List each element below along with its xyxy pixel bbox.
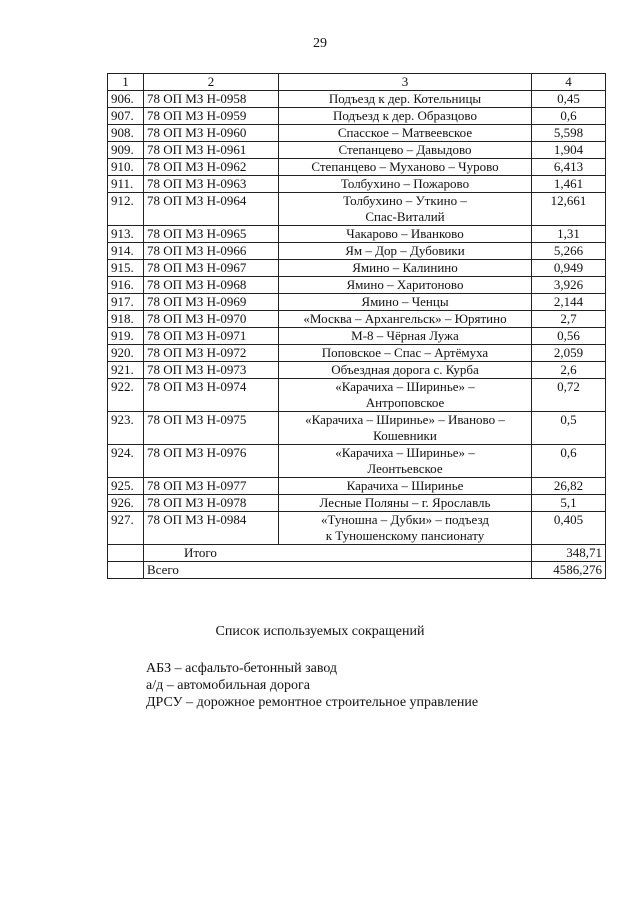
road-name: Ямино – Калинино xyxy=(279,260,532,277)
road-code: 78 ОП МЗ Н-0975 xyxy=(144,412,279,445)
page-number: 29 xyxy=(313,36,327,51)
column-header: 1 xyxy=(108,74,144,91)
road-code: 78 ОП МЗ Н-0970 xyxy=(144,311,279,328)
road-length: 0,6 xyxy=(532,108,606,125)
row-number: 917. xyxy=(108,294,144,311)
road-name: Карачиха – Ширинье xyxy=(279,478,532,495)
total-value: 348,71 xyxy=(532,545,606,562)
table-row xyxy=(108,445,606,478)
road-name: Объездная дорога с. Курба xyxy=(279,362,532,379)
table-row xyxy=(108,379,606,412)
total-label: Итого xyxy=(144,545,532,562)
row-number: 908. xyxy=(108,125,144,142)
row-number: 906. xyxy=(108,91,144,108)
road-code: 78 ОП МЗ Н-0968 xyxy=(144,277,279,294)
road-name: Ямино – Харитоново xyxy=(279,277,532,294)
table-row xyxy=(108,159,606,176)
road-code: 78 ОП МЗ Н-0971 xyxy=(144,328,279,345)
road-code: 78 ОП МЗ Н-0974 xyxy=(144,379,279,412)
road-code: 78 ОП МЗ Н-0963 xyxy=(144,176,279,193)
roads-table xyxy=(107,73,606,579)
table-row xyxy=(108,226,606,243)
road-length: 6,413 xyxy=(532,159,606,176)
row-number: 911. xyxy=(108,176,144,193)
road-name: «Карачиха – Ширинье» – Леонтьевское xyxy=(279,445,532,478)
road-length: 0,949 xyxy=(532,260,606,277)
table-row xyxy=(108,495,606,512)
road-name: Спасское – Матвеевское xyxy=(279,125,532,142)
table-row xyxy=(108,328,606,345)
road-code: 78 ОП МЗ Н-0977 xyxy=(144,478,279,495)
abbreviation-item: ДРСУ – дорожное ремонтное строительное управление xyxy=(146,695,479,710)
table-body xyxy=(108,91,606,545)
abbreviations-title: Список используемых сокращений xyxy=(215,624,425,639)
road-length: 2,059 xyxy=(532,345,606,362)
row-number: 924. xyxy=(108,445,144,478)
road-code: 78 ОП МЗ Н-0969 xyxy=(144,294,279,311)
road-code: 78 ОП МЗ Н-0972 xyxy=(144,345,279,362)
road-code: 78 ОП МЗ Н-0964 xyxy=(144,193,279,226)
road-name: Толбухино – Уткино – Спас-Виталий xyxy=(279,193,532,226)
column-header: 2 xyxy=(144,74,279,91)
road-name: Поповское – Спас – Артёмуха xyxy=(279,345,532,362)
road-length: 1,904 xyxy=(532,142,606,159)
road-length: 0,56 xyxy=(532,328,606,345)
row-number: 914. xyxy=(108,243,144,260)
road-code: 78 ОП МЗ Н-0967 xyxy=(144,260,279,277)
road-length: 0,72 xyxy=(532,379,606,412)
table-row xyxy=(108,294,606,311)
total-row xyxy=(108,545,606,562)
road-length: 2,7 xyxy=(532,311,606,328)
grand-total-label: Всего xyxy=(144,562,532,579)
road-name: «Туношна – Дубки» – подъезд к Туношенскому пансионату xyxy=(279,512,532,545)
road-name: «Карачиха – Ширинье» – Антроповское xyxy=(279,379,532,412)
road-name: Лесные Поляны – г. Ярославль xyxy=(279,495,532,512)
road-length: 0,5 xyxy=(532,412,606,445)
row-number: 927. xyxy=(108,512,144,545)
road-length: 2,6 xyxy=(532,362,606,379)
row-number: 925. xyxy=(108,478,144,495)
table-row xyxy=(108,478,606,495)
row-number: 919. xyxy=(108,328,144,345)
road-name: «Москва – Архангельск» – Юрятино xyxy=(279,311,532,328)
road-name: Толбухино – Пожарово xyxy=(279,176,532,193)
column-header: 3 xyxy=(279,74,532,91)
table-row xyxy=(108,512,606,545)
abbreviations-list xyxy=(146,660,606,711)
row-number: 923. xyxy=(108,412,144,445)
table-row xyxy=(108,243,606,260)
grand-total-row xyxy=(108,562,606,579)
road-length: 1,31 xyxy=(532,226,606,243)
grand-total-value: 4586,276 xyxy=(532,562,606,579)
road-name: Ямино – Ченцы xyxy=(279,294,532,311)
road-length: 1,461 xyxy=(532,176,606,193)
road-code: 78 ОП МЗ Н-0962 xyxy=(144,159,279,176)
table-row xyxy=(108,412,606,445)
row-number: 907. xyxy=(108,108,144,125)
row-number: 926. xyxy=(108,495,144,512)
row-number: 910. xyxy=(108,159,144,176)
table-row xyxy=(108,193,606,226)
road-name: Чакарово – Иванково xyxy=(279,226,532,243)
road-length: 0,6 xyxy=(532,445,606,478)
road-code: 78 ОП МЗ Н-0984 xyxy=(144,512,279,545)
total-empty-cell xyxy=(108,562,144,579)
road-name: Ям – Дор – Дубовики xyxy=(279,243,532,260)
road-length: 3,926 xyxy=(532,277,606,294)
road-name: М-8 – Чёрная Лужа xyxy=(279,328,532,345)
table-row xyxy=(108,142,606,159)
row-number: 922. xyxy=(108,379,144,412)
road-length: 26,82 xyxy=(532,478,606,495)
road-length: 5,1 xyxy=(532,495,606,512)
table-header-row xyxy=(108,74,606,91)
road-code: 78 ОП МЗ Н-0978 xyxy=(144,495,279,512)
row-number: 916. xyxy=(108,277,144,294)
road-length: 12,661 xyxy=(532,193,606,226)
total-empty-cell xyxy=(108,545,144,562)
abbreviation-item: а/д – автомобильная дорога xyxy=(146,678,310,693)
road-name: Подъезд к дер. Образцово xyxy=(279,108,532,125)
road-name: Подъезд к дер. Котельницы xyxy=(279,91,532,108)
row-number: 915. xyxy=(108,260,144,277)
table-row xyxy=(108,362,606,379)
road-length: 0,405 xyxy=(532,512,606,545)
road-code: 78 ОП МЗ Н-0965 xyxy=(144,226,279,243)
table-row xyxy=(108,260,606,277)
table-row xyxy=(108,125,606,142)
road-length: 2,144 xyxy=(532,294,606,311)
row-number: 909. xyxy=(108,142,144,159)
road-code: 78 ОП МЗ Н-0958 xyxy=(144,91,279,108)
road-name: Степанцево – Муханово – Чурово xyxy=(279,159,532,176)
road-length: 0,45 xyxy=(532,91,606,108)
road-code: 78 ОП МЗ Н-0959 xyxy=(144,108,279,125)
road-name: «Карачиха – Ширинье» – Иваново – Кошевники xyxy=(279,412,532,445)
table-row xyxy=(108,311,606,328)
row-number: 921. xyxy=(108,362,144,379)
road-name: Степанцево – Давыдово xyxy=(279,142,532,159)
road-code: 78 ОП МЗ Н-0960 xyxy=(144,125,279,142)
row-number: 920. xyxy=(108,345,144,362)
road-code: 78 ОП МЗ Н-0961 xyxy=(144,142,279,159)
table-row xyxy=(108,277,606,294)
table-row xyxy=(108,345,606,362)
abbreviation-item: АБЗ – асфальто-бетонный завод xyxy=(146,661,338,676)
column-header: 4 xyxy=(532,74,606,91)
road-length: 5,266 xyxy=(532,243,606,260)
row-number: 918. xyxy=(108,311,144,328)
row-number: 912. xyxy=(108,193,144,226)
table-row xyxy=(108,176,606,193)
road-code: 78 ОП МЗ Н-0966 xyxy=(144,243,279,260)
table-row xyxy=(108,108,606,125)
row-number: 913. xyxy=(108,226,144,243)
road-code: 78 ОП МЗ Н-0973 xyxy=(144,362,279,379)
table-totals xyxy=(108,545,606,579)
road-length: 5,598 xyxy=(532,125,606,142)
table-row xyxy=(108,91,606,108)
road-code: 78 ОП МЗ Н-0976 xyxy=(144,445,279,478)
